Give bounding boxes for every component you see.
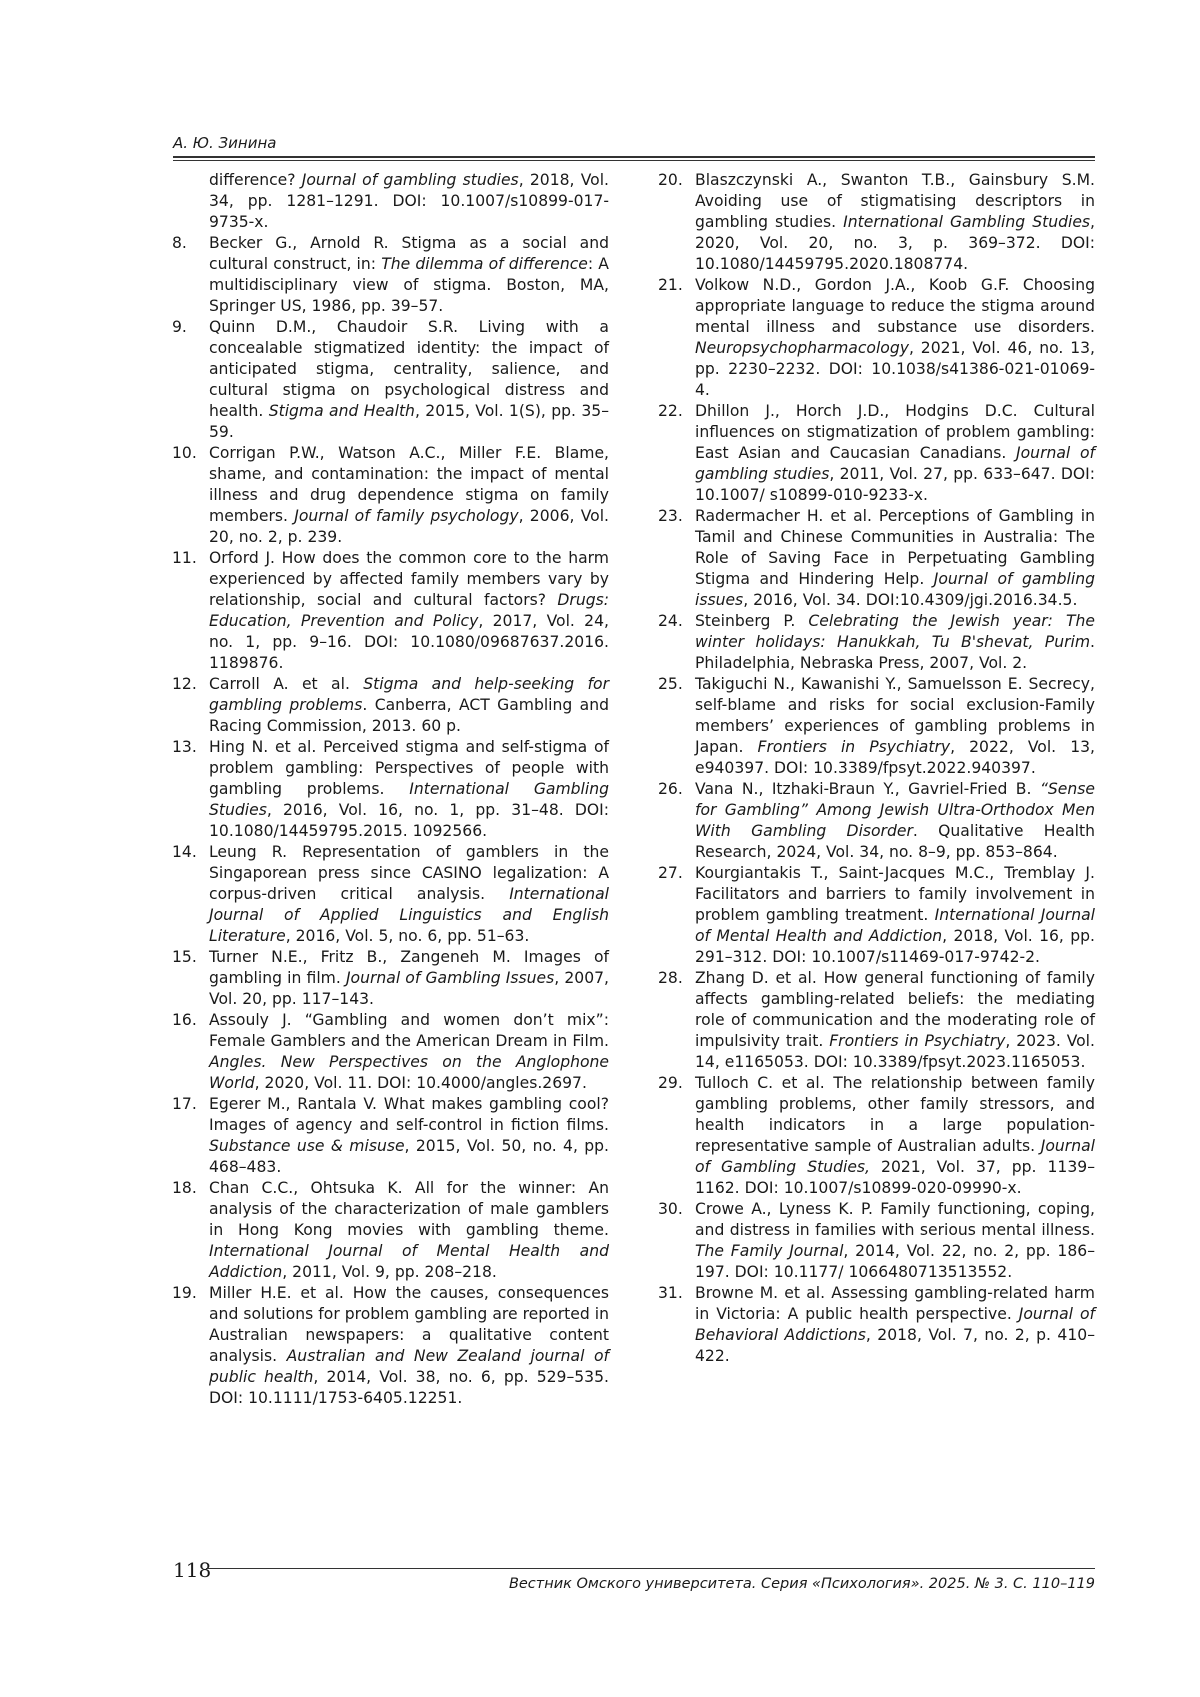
reference-item: [172, 170, 609, 233]
reference-text: [209, 171, 609, 231]
reference-item: [658, 674, 1095, 779]
reference-number: 12.: [172, 675, 197, 693]
reference-text-segment: , 2020, Vol. 11. DOI: 10.4000/angles.2697.: [254, 1074, 587, 1092]
reference-number: 13.: [172, 738, 197, 756]
reference-text-segment: Steinberg P.: [695, 612, 809, 630]
reference-source-title: Celebrating the Jewish year: The winter holidays: Hanukkah, Tu B'shevat, Purim: [695, 612, 1095, 651]
reference-source-title: Substance use & misuse: [209, 1137, 405, 1155]
reference-source-title: Journal of family psychology: [294, 507, 519, 525]
footer-rule: [206, 1568, 1095, 1569]
reference-source-title: International Journal of Mental Health and Addiction: [209, 1242, 609, 1281]
reference-item: [658, 275, 1095, 401]
reference-text-segment: Corrigan P.W., Watson A.C., Miller F.E. Blame, shame, and contamination: the impact of mental illness and drug dependence stigma on family members.: [209, 444, 609, 525]
reference-number: 28.: [658, 969, 683, 987]
reference-text-segment: , 2014, Vol. 22, no. 2, pp. 186–197. DOI: 10.1177/ 1066480713513552.: [695, 1242, 1095, 1281]
reference-text: [209, 1011, 609, 1092]
reference-item: [658, 863, 1095, 968]
reference-number: 26.: [658, 780, 683, 798]
page-number: 118: [173, 1558, 212, 1582]
reference-item: [172, 842, 609, 947]
reference-text-segment: Radermacher H. et al. Perceptions of Gambling in Tamil and Chinese Communities in Australia: The Role of Saving Face in Perpetuating Gambling Stigma and Hindering Help.: [695, 507, 1095, 588]
reference-item: [172, 1010, 609, 1094]
reference-text-segment: , 2016, Vol. 34. DOI:10.4309/jgi.2016.34.5.: [743, 591, 1078, 609]
reference-number: 27.: [658, 864, 683, 882]
reference-text-segment: Quinn D.M., Chaudoir S.R. Living with a concealable stigmatized identity: the impact of anticipated stigma, centrality, salience, and cultural stigma on psychological distress and health.: [209, 318, 609, 420]
reference-number: 18.: [172, 1179, 197, 1197]
reference-text: [209, 1095, 609, 1176]
reference-number: 20.: [658, 171, 683, 189]
reference-item: [658, 779, 1095, 863]
reference-text-segment: 2021, Vol. 37, pp. 1139–1162. DOI: 10.1007/s10899-020-09990-x.: [695, 1158, 1095, 1197]
reference-text-segment: Dhillon J., Horch J.D., Hodgins D.C. Cultural influences on stigmatization of problem gambling: East Asian and Caucasian Canadians.: [695, 402, 1095, 462]
reference-text-segment: Zhang D. et al. How general functioning of family affects gambling-related beliefs: the mediating role of communication and the moderating role of impulsivity trait.: [695, 969, 1095, 1050]
reference-source-title: Neuropsychopharmacology: [695, 339, 909, 357]
reference-text-segment: Carroll A. et al.: [209, 675, 364, 693]
reference-text: [695, 675, 1095, 777]
reference-number: 15.: [172, 948, 197, 966]
reference-text-segment: Takiguchi N., Kawanishi Y., Samuelsson E. Secrecy, self-blame and risks for social exclusion-Family members’ experiences of gambling problems in Japan.: [695, 675, 1095, 756]
reference-text-segment: Miller H.E. et al. How the causes, consequences and solutions for problem gambling are reported in Australian newspapers: a qualitative content analysis.: [209, 1284, 609, 1365]
reference-source-title: Journal of gambling studies: [695, 444, 1095, 483]
reference-text-segment: Turner N.E., Fritz B., Zangeneh M. Images of gambling in film.: [209, 948, 609, 987]
reference-text: [695, 780, 1095, 861]
reference-text: [695, 969, 1095, 1071]
reference-text: [695, 864, 1095, 966]
reference-text: [695, 612, 1095, 672]
reference-text-segment: Crowe A., Lyness K. P. Family functioning, coping, and distress in families with serious mental illness.: [695, 1200, 1095, 1239]
reference-text-segment: , 2021, Vol. 46, no. 13, pp. 2230–2232. DOI: 10.1038/s41386-021-01069-4.: [695, 339, 1095, 399]
reference-source-title: Journal of gambling issues: [695, 570, 1095, 609]
reference-item: [172, 233, 609, 317]
reference-source-title: Frontiers in Psychiatry: [829, 1032, 1006, 1050]
reference-text-segment: , 2015, Vol. 50, no. 4, pp. 468–483.: [209, 1137, 609, 1176]
reference-source-title: International Journal of Applied Linguistics and English Literature: [209, 885, 609, 945]
reference-text: [695, 1200, 1095, 1281]
reference-item: [172, 317, 609, 443]
reference-source-title: Journal of Behavioral Addictions: [695, 1305, 1095, 1344]
reference-number: 29.: [658, 1074, 683, 1092]
reference-text: [209, 444, 609, 546]
reference-text: [695, 402, 1095, 504]
reference-item: [658, 506, 1095, 611]
reference-source-title: International Gambling Studies: [209, 780, 609, 819]
reference-text-segment: , 2018, Vol. 16, pp. 291–312. DOI: 10.1007/s11469-017-9742-2.: [695, 927, 1095, 966]
reference-text-segment: , 2018, Vol. 7, no. 2, p. 410–422.: [695, 1326, 1095, 1365]
reference-item: [658, 1283, 1095, 1367]
reference-source-title: Stigma and Health: [268, 402, 415, 420]
reference-text-segment: Blaszczynski A., Swanton T.B., Gainsbury S.M. Avoiding use of stigmatising descriptors in gambling studies.: [695, 171, 1095, 231]
reference-text-segment: . Canberra, ACT Gambling and Racing Commission, 2013. 60 p.: [209, 696, 610, 735]
reference-text-segment: . Qualitative Health Research, 2024, Vol. 34, no. 8–9, pp. 853–864.: [695, 822, 1095, 861]
reference-source-title: Journal of Gambling Issues: [345, 969, 555, 987]
reference-text-segment: Tulloch C. et al. The relationship between family gambling problems, other family stressors, and health indicators in a large population-representative sample of Australian adults.: [695, 1074, 1095, 1155]
reference-text-segment: Leung R. Representation of gamblers in the Singaporean press since CASINO legalization: A corpus-driven critical analysis.: [209, 843, 609, 903]
reference-text: [209, 318, 609, 441]
reference-text: [695, 1074, 1095, 1197]
reference-text-segment: Becker G., Arnold R. Stigma as a social and cultural construct, in:: [209, 234, 609, 273]
reference-source-title: Journal of Gambling Studies,: [695, 1137, 1095, 1176]
reference-text-segment: Volkow N.D., Gordon J.A., Koob G.F. Choosing appropriate language to reduce the stigma around mental illness and substance use disorders.: [695, 276, 1095, 336]
reference-text-segment: , 2011, Vol. 9, pp. 208–218.: [282, 1263, 497, 1281]
reference-item: [658, 1199, 1095, 1283]
reference-number: 31.: [658, 1284, 683, 1302]
reference-text-segment: , 2015, Vol. 1(S), pp. 35–59.: [209, 402, 609, 441]
reference-source-title: “Sense for Gambling” Among Jewish Ultra-Orthodox Men With Gambling Disorder: [695, 780, 1095, 840]
reference-number: 17.: [172, 1095, 197, 1113]
reference-text-segment: , 2020, Vol. 20, no. 3, p. 369–372. DOI: 10.1080/14459795.2020.1808774.: [695, 213, 1096, 273]
reference-text-segment: , 2011, Vol. 27, pp. 633–647. DOI: 10.1007/ s10899-010-9233-x.: [695, 465, 1095, 504]
reference-text-segment: difference?: [209, 171, 302, 189]
reference-text-segment: , 2018, Vol. 34, pp. 1281–1291. DOI: 10.1007/s10899-017-9735-x.: [209, 171, 609, 231]
reference-text: [209, 675, 609, 735]
reference-text-segment: . Philadelphia, Nebraska Press, 2007, Vol. 2.: [695, 633, 1095, 672]
reference-text-segment: , 2016, Vol. 5, no. 6, pp. 51–63.: [285, 927, 530, 945]
reference-item: [172, 1283, 609, 1409]
reference-source-title: International Gambling Studies: [843, 213, 1091, 231]
reference-item: [172, 1094, 609, 1178]
reference-text-segment: , 2006, Vol. 20, no. 2, p. 239.: [209, 507, 609, 546]
reference-number: 16.: [172, 1011, 197, 1029]
reference-source-title: Drugs: Education, Prevention and Policy: [209, 591, 609, 630]
reference-item: [658, 611, 1095, 674]
reference-source-title: The Family Journal: [695, 1242, 844, 1260]
reference-item: [658, 401, 1095, 506]
reference-text: [209, 549, 609, 672]
references-right-column: [658, 170, 1095, 1367]
reference-text: [695, 276, 1095, 399]
reference-text: [695, 171, 1095, 273]
reference-text-segment: Browne M. et al. Assessing gambling-related harm in Victoria: A public health perspective.: [695, 1284, 1095, 1323]
reference-number: 8.: [172, 234, 187, 252]
reference-number: 25.: [658, 675, 683, 693]
reference-item: [172, 947, 609, 1010]
reference-number: 11.: [172, 549, 197, 567]
footer-journal-citation: Вестник Омского университета. Серия «Психология». 2025. № 3. С. 110–119: [508, 1576, 1095, 1592]
reference-text-segment: , 2007, Vol. 20, pp. 117–143.: [209, 969, 609, 1008]
reference-source-title: International Journal of Mental Health and Addiction: [695, 906, 1095, 945]
reference-text-segment: , 2022, Vol. 13, e940397. DOI: 10.3389/fpsyt.2022.940397.: [695, 738, 1095, 777]
reference-number: 22.: [658, 402, 683, 420]
reference-source-title: The dilemma of difference: [381, 255, 588, 273]
header-rule-thin: [173, 160, 1095, 161]
reference-item: [172, 674, 609, 737]
references-left-column: [172, 170, 609, 1409]
reference-number: 24.: [658, 612, 683, 630]
reference-text: [209, 234, 609, 315]
reference-text: [209, 738, 609, 840]
reference-text-segment: : A multidisciplinary view of stigma. Boston, MA, Springer US, 1986, pp. 39–57.: [209, 255, 609, 315]
reference-number: 10.: [172, 444, 197, 462]
reference-item: [172, 737, 609, 842]
reference-item: [172, 548, 609, 674]
reference-text: [209, 1284, 609, 1407]
reference-text: [695, 507, 1095, 609]
reference-text: [209, 843, 609, 945]
reference-text: [209, 948, 609, 1008]
reference-text-segment: , 2023. Vol. 14, e1165053. DOI: 10.3389/fpsyt.2023.1165053.: [695, 1032, 1095, 1071]
reference-text: [695, 1284, 1095, 1365]
reference-source-title: Frontiers in Psychiatry: [757, 738, 951, 756]
reference-text-segment: Kourgiantakis T., Saint-Jacques M.C., Tremblay J. Facilitators and barriers to family involvement in problem gambling treatment.: [695, 864, 1095, 924]
reference-number: 9.: [172, 318, 187, 336]
reference-text-segment: Orford J. How does the common core to the harm experienced by affected family members vary by relationship, social and cultural factors?: [209, 549, 609, 609]
reference-number: 19.: [172, 1284, 197, 1302]
reference-number: 14.: [172, 843, 197, 861]
reference-text-segment: Hing N. et al. Perceived stigma and self-stigma of problem gambling: Perspectives of people with gambling problems.: [209, 738, 609, 798]
reference-text-segment: Vana N., Itzhaki-Braun Y., Gavriel-Fried B.: [695, 780, 1040, 798]
reference-source-title: Journal of gambling studies: [301, 171, 519, 189]
reference-text-segment: Assouly J. “Gambling and women don’t mix”: Female Gamblers and the American Dream in Film.: [209, 1011, 609, 1050]
reference-number: 21.: [658, 276, 683, 294]
header-rule: [173, 156, 1095, 158]
reference-source-title: Angles. New Perspectives on the Anglophone World: [209, 1053, 609, 1092]
reference-text-segment: Chan C.C., Ohtsuka K. All for the winner: An analysis of the characterization of male gamblers in Hong Kong movies with gambling theme.: [209, 1179, 609, 1239]
reference-text-segment: , 2016, Vol. 16, no. 1, pp. 31–48. DOI: 10.1080/14459795.2015. 1092566.: [209, 801, 609, 840]
reference-text-segment: , 2014, Vol. 38, no. 6, pp. 529–535. DOI: 10.1111/1753-6405.12251.: [209, 1368, 609, 1407]
reference-item: [172, 443, 609, 548]
reference-number: 23.: [658, 507, 683, 525]
reference-source-title: Australian and New Zealand journal of public health: [209, 1347, 609, 1386]
reference-source-title: Stigma and help-seeking for gambling problems: [209, 675, 609, 714]
reference-text-segment: Egerer M., Rantala V. What makes gambling cool? Images of agency and self-control in fiction films.: [209, 1095, 609, 1134]
reference-item: [658, 1073, 1095, 1199]
reference-text-segment: , 2017, Vol. 24, no. 1, pp. 9–16. DOI: 10.1080/09687637.2016. 1189876.: [209, 612, 609, 672]
reference-text: [209, 1179, 609, 1281]
reference-number: 30.: [658, 1200, 683, 1218]
reference-item: [172, 1178, 609, 1283]
running-header-author: А. Ю. Зинина: [173, 134, 277, 152]
reference-item: [658, 968, 1095, 1073]
reference-item: [658, 170, 1095, 275]
